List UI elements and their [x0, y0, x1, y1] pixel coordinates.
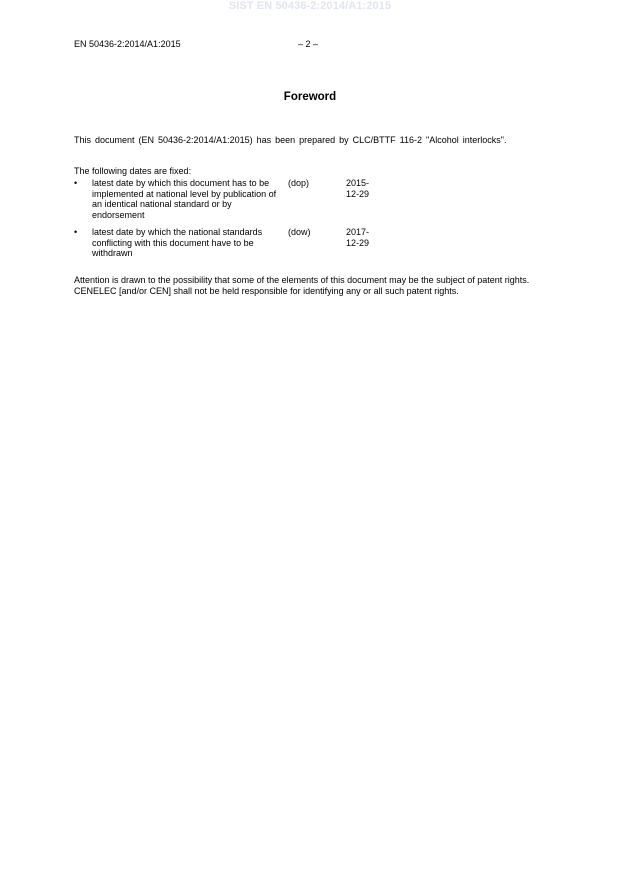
page-title: Foreword — [283, 91, 337, 103]
date-item-abbr: (dop) — [288, 178, 310, 188]
bullet: • — [74, 178, 78, 188]
attention-paragraph: Attention is drawn to the possibility that some of the elements of this document may be the subject of patent rights. CENELEC [and/or CEN] shall not be held responsible for identifying any or all such patent rights. — [74, 275, 530, 296]
date-item-text: latest date by which the national standards conflicting with this document have to be withdrawn — [92, 227, 263, 258]
watermark-text: SIST EN 50436-2:2014/A1:2015 — [228, 0, 392, 12]
date-item-text: latest date by which this document has to be implemented at national level by publication of an identical national standard or by endorsement — [92, 178, 277, 220]
document-id: EN 50436-2:2014/A1:2015 — [74, 39, 181, 49]
dates-lead-text: The following dates are fixed: — [74, 166, 192, 176]
bullet: • — [74, 227, 78, 237]
date-item-date: 2015-12-29 — [346, 178, 370, 199]
page-number: – 2 – — [298, 39, 319, 49]
intro-paragraph: This document (EN 50436-2:2014/A1:2015) has been prepared by CLC/BTTF 116-2 "Alcohol interlocks". — [74, 135, 507, 145]
date-item-date: 2017-12-29 — [346, 227, 370, 248]
date-item-abbr: (dow) — [288, 227, 311, 237]
